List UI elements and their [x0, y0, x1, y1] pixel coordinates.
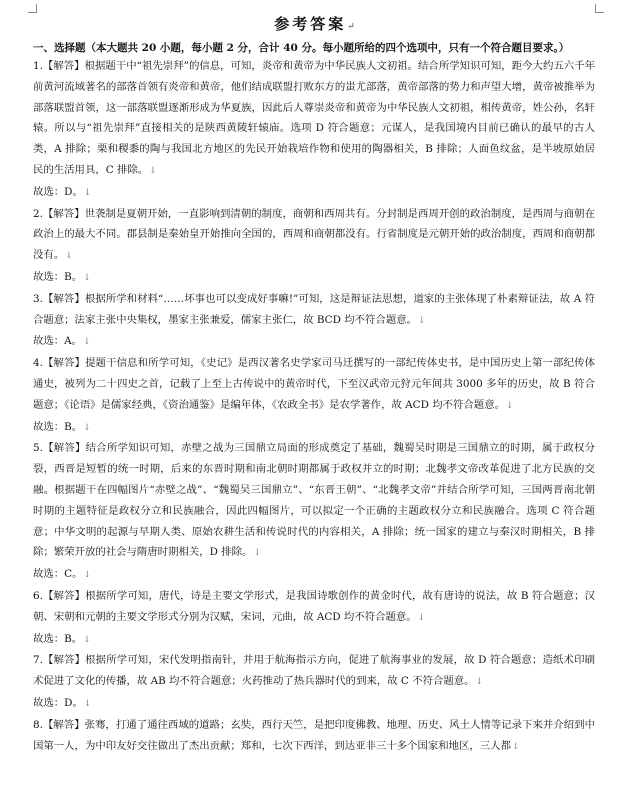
answer-item — [33, 438, 595, 586]
answer-explanation: 8.【解答】张骞，打通了通往西域的道路；玄奘，西行天竺，是把印度佛教、地理、历史、风土人情等记录下来并介绍到中国第一人，为中印友好交往做出了杰出贡献；郑和，七次下西洋，到达亚非三十多个国家和地区，三人都↓ — [33, 718, 595, 752]
answer-choice: 故选：B。↓ — [33, 632, 91, 645]
line-break-mark: ↓ — [505, 400, 514, 411]
answer-explanation: 3.【解答】根据所学和材料“……坏事也可以变成好事嘛!”可知，这是辩证法思想，道家的主张体现了朴素辩证法，故 A 符合题意；法家主张中央集权，墨家主张兼爱，儒家主张仁，故 BCD 均不符合题意。↓ — [33, 292, 595, 326]
answer-item — [33, 204, 595, 289]
line-break-mark: ↓ — [417, 612, 426, 623]
answer-item — [33, 586, 595, 650]
answer-choice: 故选：B。↓ — [33, 420, 91, 433]
answer-choice: 故选：B。↓ — [33, 270, 91, 283]
answer-choice: 故选：C。↓ — [33, 568, 92, 581]
answer-explanation: 1.【解答】根据题干中“祖先崇拜”的信息，可知，炎帝和黄帝为中华民族人文初祖。结合所学知识可知，距今大约五六千年前黄河流域著名的部落首领有炎帝和黄帝，他们结成联盟打败东方的蚩尤部落，黄帝部落的势力和声望大增，黄帝被推举为部落联盟首领，这一部落联盟逐渐形成为华夏族，因此后人尊崇炎帝和黄帝为中华民族人文初祖，相传黄帝，姓公孙，名轩辕。所以与“祖先崇拜”直接相关的是陕西黄陵轩辕庙。选项 D 符合题意；元谋人，是我国境内目前已确认的最早的古人类，A 排除；栗和稷黍的陶与我国北方地区的先民开始栽培作物和使用的陶器相关，B 排除；人面鱼纹盆，是半坡原始居民的生活用具，C 排除。↓ — [33, 60, 595, 176]
line-break-mark: ↓ — [83, 698, 92, 709]
page-corner-mark — [28, 4, 37, 13]
line-break-mark: ↓ — [83, 272, 91, 283]
answer-item — [33, 715, 595, 758]
line-break-mark: ↓ — [475, 677, 484, 688]
page-corner-mark — [595, 4, 604, 13]
answer-choice: 故选：D。↓ — [33, 185, 92, 198]
line-break-mark: ↓ — [149, 165, 157, 176]
line-break-mark: ↓ — [83, 570, 92, 581]
answer-explanation: 6.【解答】根据所学可知，唐代，诗是主要文学形式，是我国诗歌创作的黄金时代，故有唐诗的说法，故 B 符合题意；汉朝、宋朝和元朝的主要文学形式分别为汉赋，宋词，元曲，故 ACD 均不符合题意。↓ — [33, 589, 595, 623]
line-break-mark: ↓ — [511, 741, 520, 752]
answer-item — [33, 353, 595, 438]
answer-item — [33, 56, 595, 204]
line-break-mark: ↓ — [83, 337, 91, 348]
answer-item — [33, 289, 595, 353]
answer-list — [33, 56, 595, 757]
answer-explanation: 5.【解答】结合所学知识可知，赤壁之战为三国鼎立局面的形成奠定了基础，魏蜀吴时期是三国鼎立的时期，属于政权分裂，西晋是短暂的统一时期，后来的东晋时期和南北朝时期都属于政权并立的时期；北魏孝文帝改革促进了北方民族的交融。根据题干在四幅图片“赤壁之战”、“魏蜀吴三国鼎立”、“东晋王朝”、“北魏孝文帝”并结合所学可知，三国两晋南北朝时期的主题特征是政权分立和民族融合，因此四幅图片，可以拟定一个正确的主题政权分立和民族融合。选项 C 符合题意；中华文明的起源与早期人类、原始农耕生活和传说时代的内容相关，A 排除；统一国家的建立与秦汉时期相关，B 排除；繁荣开放的社会与隋唐时期相关，D 排除。↓ — [33, 442, 595, 559]
line-break-mark: ↓ — [418, 315, 426, 326]
answer-explanation: 2.【解答】世袭制是夏朝开始，一直影响到清朝的制度，商朝和西周共有。分封制是西周开创的政治制度，是西周与商朝在政治上的最大不同。郡县制是秦始皇开始推向全国的，西周和商朝都没有。行省制度是元朝开始的政治制度，西周和商朝都没有。↓ — [33, 207, 595, 262]
answer-explanation: 7.【解答】根据所学可知，宋代发明指南针，并用于航海指示方向，促进了航海事业的发展，故 D 符合题意；造纸术印刷术促进了文化的传播，故 AB 均不符合题意；火药推动了热兵器时代的到来，故 C 不符合题意。↓ — [33, 654, 595, 688]
line-break-mark: ↓ — [65, 251, 73, 262]
answer-choice: 故选：A。↓ — [33, 335, 91, 348]
line-break-mark: ↓ — [253, 548, 261, 559]
line-break-mark: ↓ — [83, 634, 91, 645]
section-heading: 一、选择题（本大题共 20 小题，每小题 2 分，合计 40 分。每小题所给的四个选项中，只有一个符合题目要求。） — [33, 42, 570, 54]
answer-explanation: 4.【解答】提题干信息和所学可知，《史记》是西汉著名史学家司马迁撰写的一部纪传体史书，是中国历史上第一部纪传体通史，被列为二十四史之首，记载了上至上古传说中的黄帝时代，下至汉武帝元狩元年间共 3000 多年的历史，故 B 符合题意；《论语》是儒家经典，《资治通鉴》是编年体，《农政全书》是农学著作，故 ACD 均不符合题意。↓ — [33, 357, 595, 411]
page-title: 参考答案↵ — [274, 15, 358, 33]
answer-choice: 故选：D。↓ — [33, 696, 92, 709]
line-break-mark: ↓ — [83, 187, 92, 198]
line-break-mark: ↓ — [83, 422, 91, 433]
answer-item — [33, 650, 595, 714]
